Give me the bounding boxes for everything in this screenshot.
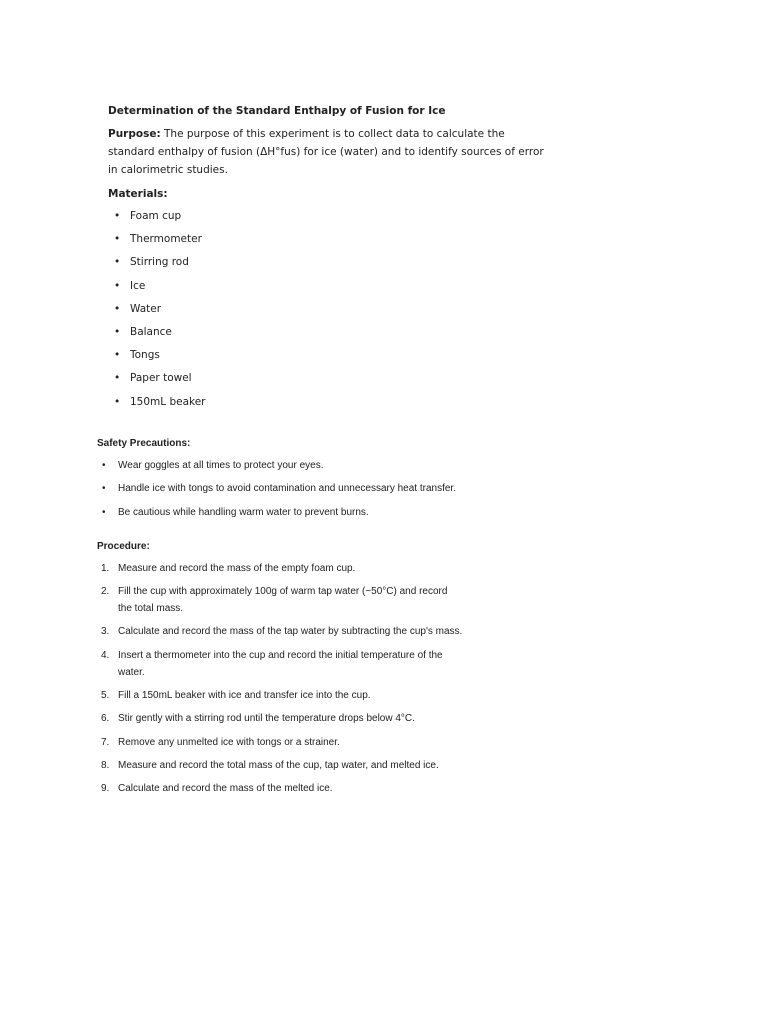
materials-list-item <box>108 207 708 230</box>
step-number: 2. <box>101 586 110 598</box>
materials-list-item <box>108 230 708 253</box>
bullet-icon: • <box>102 460 106 471</box>
safety-heading: Safety Precautions: <box>97 438 191 449</box>
procedure-step <box>97 710 463 727</box>
materials-list-item <box>108 253 708 276</box>
step-number: 7. <box>101 736 110 748</box>
step-text: Calculate and record the mass of the melted ice. <box>118 783 333 795</box>
procedure-step <box>97 623 463 640</box>
materials-list-item <box>108 346 708 369</box>
procedure-step <box>97 780 463 797</box>
materials-list <box>108 207 708 416</box>
material-label: Ice <box>130 279 146 292</box>
step-text: Measure and record the total mass of the cup, tap water, and melted ice. <box>118 759 439 771</box>
safety-text: Wear goggles at all times to protect your eyes. <box>118 460 324 471</box>
safety-text: Handle ice with tongs to avoid contamination and unnecessary heat transfer. <box>118 483 456 495</box>
safety-list-item <box>97 480 697 503</box>
procedure-step <box>97 647 463 681</box>
bullet-icon: • <box>102 483 106 495</box>
lab-intro-section <box>108 102 708 416</box>
material-label: 150mL beaker <box>130 395 206 408</box>
purpose-text: The purpose of this experiment is to collect data to calculate the <box>164 128 505 140</box>
lab-procedure-section <box>97 435 697 804</box>
bullet-icon: • <box>114 210 121 222</box>
material-label: Tongs <box>130 349 160 362</box>
material-label: Paper towel <box>130 372 192 385</box>
materials-list-item <box>108 369 708 392</box>
bullet-icon: • <box>114 256 121 269</box>
procedure-step <box>97 687 463 704</box>
step-number: 1. <box>101 562 110 574</box>
procedure-step <box>97 734 463 751</box>
step-number: 3. <box>101 626 110 638</box>
bullet-icon: • <box>114 349 121 362</box>
step-number: 8. <box>101 759 110 771</box>
purpose-line: in calorimetric studies. <box>108 164 228 176</box>
step-text: Calculate and record the mass of the tap water by subtracting the cup's mass. <box>118 626 463 638</box>
purpose-line: standard enthalpy of fusion (ΔH°fus) for ice (water) and to identify sources of error <box>108 146 544 158</box>
safety-list-item <box>97 457 697 480</box>
step-text: Insert a thermometer into the cup and record the initial temperature of the water. <box>118 649 443 678</box>
step-number: 9. <box>101 783 110 795</box>
step-number: 5. <box>101 690 110 702</box>
purpose-line <box>108 125 708 143</box>
purpose-label: Purpose: <box>108 128 161 140</box>
step-text: Stir gently with a stirring rod until the temperature drops below 4°C. <box>118 713 415 725</box>
material-label: Balance <box>130 325 172 338</box>
material-label: Stirring rod <box>130 256 189 269</box>
bullet-icon: • <box>114 325 121 338</box>
step-text: Remove any unmelted ice with tongs or a strainer. <box>118 736 340 748</box>
step-text: Measure and record the mass of the empty foam cup. <box>118 562 356 574</box>
step-number: 6. <box>101 713 110 725</box>
materials-list-item <box>108 393 708 416</box>
step-number: 4. <box>101 649 110 661</box>
procedure-step <box>97 560 463 577</box>
material-label: Water <box>130 302 162 315</box>
bullet-icon: • <box>102 506 106 518</box>
safety-list <box>97 457 697 527</box>
bullet-icon: • <box>114 302 121 315</box>
step-text: Fill the cup with approximately 100g of warm tap water (~50°C) and record the total mass. <box>118 586 448 615</box>
step-text: Fill a 150mL beaker with ice and transfer ice into the cup. <box>118 690 371 702</box>
materials-list-item <box>108 277 708 300</box>
bullet-icon: • <box>114 395 121 408</box>
materials-list-item <box>108 300 708 323</box>
procedure-step <box>97 757 463 774</box>
safety-text: Be cautious while handling warm water to prevent burns. <box>118 506 369 518</box>
procedure-list <box>97 560 697 797</box>
safety-list-item <box>97 504 697 527</box>
document-title: Determination of the Standard Enthalpy of Fusion for Ice <box>108 105 446 117</box>
material-label: Thermometer <box>130 233 202 246</box>
procedure-heading: Procedure: <box>97 540 150 552</box>
purpose-paragraph <box>108 125 708 179</box>
materials-heading: Materials: <box>108 188 168 200</box>
material-label: Foam cup <box>130 210 182 222</box>
procedure-step <box>97 583 463 617</box>
bullet-icon: • <box>114 279 121 292</box>
bullet-icon: • <box>114 233 121 246</box>
bullet-icon: • <box>114 372 121 385</box>
materials-list-item <box>108 323 708 346</box>
